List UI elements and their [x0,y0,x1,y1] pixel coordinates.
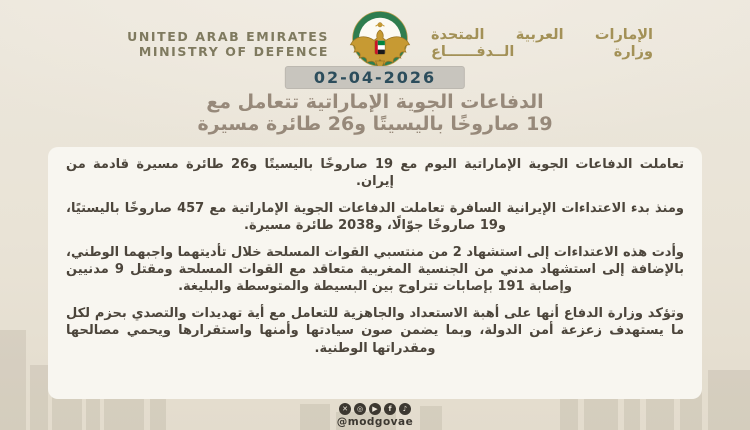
date-badge: 02-04-2026 [285,66,465,89]
headline [0,92,750,135]
ministry-name-english [97,29,329,59]
header-en-line2: MINISTRY OF DEFENCE [138,44,329,59]
headline-line2: 19 صاروخًا باليسيتًا و26 طائرة مسيرة [197,112,553,135]
footer [0,403,750,428]
ministry-name-arabic [431,27,653,61]
social-handle: @modgovae [336,416,414,428]
social-icons-row [0,403,750,415]
facebook-icon: f [384,403,396,415]
header-en-line1: UNITED ARAB EMIRATES [127,29,329,44]
statement-paragraph: وتؤكد وزارة الدفاع أنها على أهبة الاستعداد والجاهزية للتعامل مع أية تهديدات والتصدي بحزم لكل ما يستهدف زعزعة أمن الدولة، وبما يضمن صون سيادتها وأمنها واستقرارها ويحمي مصالحها ومقدراتها الوطنية. [66,305,684,356]
instagram-icon: ◎ [354,403,366,415]
headline-line1: الدفاعات الجوية الإماراتية تتعامل مع [206,91,544,113]
tiktok-icon: ♪ [399,403,411,415]
uae-flag-shield [375,40,385,54]
x-icon: ✕ [339,403,351,415]
header-ar-line1: الإمارات العربية المتحدة [431,27,653,43]
youtube-icon: ▶ [369,403,381,415]
statement-panel [48,147,702,399]
statement-paragraph: تعاملت الدفاعات الجوية الإماراتية اليوم مع 19 صاروخًا باليسيتًا و26 طائرة مسيرة قادمة من إيران. [66,157,685,190]
statement-paragraph: وأدت هذه الاعتداءات إلى استشهاد 2 من منتسبي القوات المسلحة خلال تأديتهما واجبهما الوطني، بالإضافة إلى استشهاد مدني من الجنسية المغربية متعاقد مع القوات المسلحة ومقتل 9 مدنيين وإصابة 191 بإصابات تتراوح بين البسيطة والمتوسطة والبليغة. [66,244,684,295]
header-ar-line2: وزارة الــدفــــــاع [431,44,653,60]
statement-paragraph: ومنذ بدء الاعتداءات الإيرانية السافرة تعاملت الدفاعات الجوية الإماراتية مع 457 صاروخًا باليستيًا، و19 صاروخًا جوّالًا، و2038 طائرة مسيرة. [66,200,684,234]
